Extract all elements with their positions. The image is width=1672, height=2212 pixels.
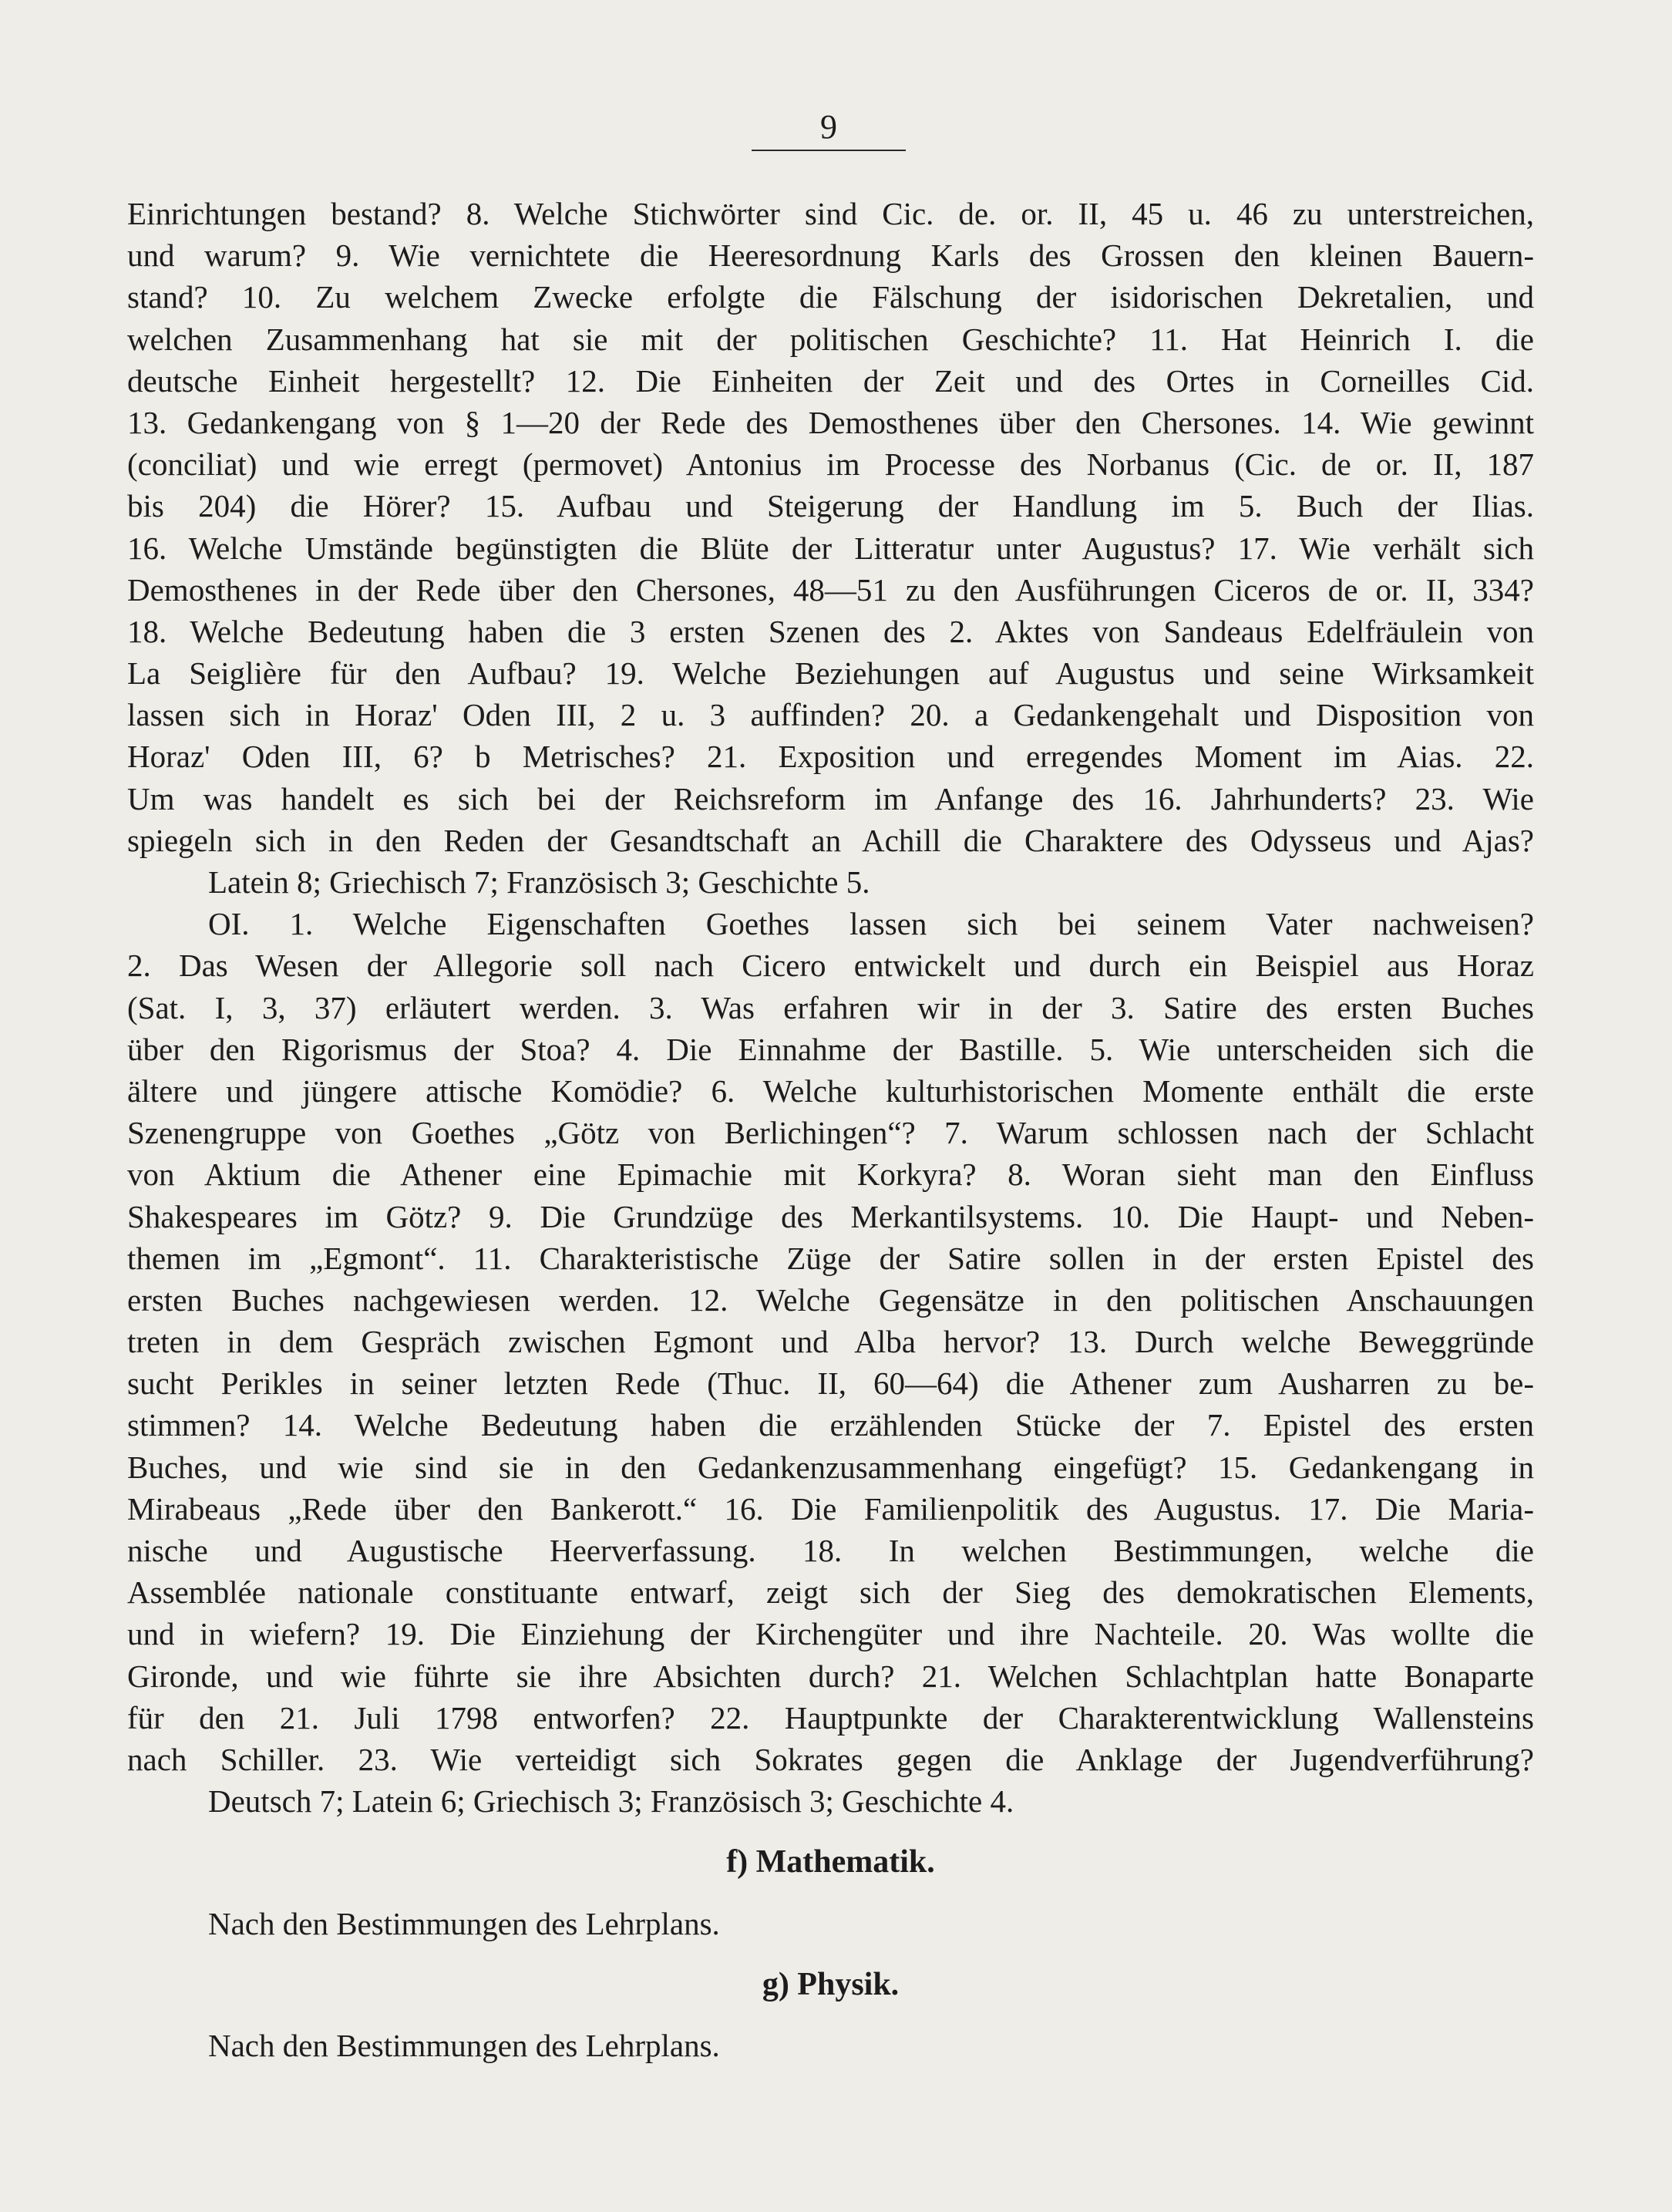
text-line: Demosthenes in der Rede über den Chersones, 48—51 zu den Ausführungen Ciceros de or. II, 334?: [127, 571, 1534, 608]
section-text-mathematik: Nach den Bestimmungen des Lehrplans.: [208, 1905, 720, 1941]
text-line: 16. Welche Umstände begünstigten die Blüte der Litteratur unter Augustus? 17. Wie verhält sich: [127, 530, 1534, 566]
text-line: 18. Welche Bedeutung haben die 3 ersten Szenen des 2. Aktes von Sandeaus Edelfräulein von: [127, 613, 1534, 649]
text-line: welchen Zusammenhang hat sie mit der politischen Geschichte? 11. Hat Heinrich I. die: [127, 321, 1534, 357]
text-line: 2. Das Wesen der Allegorie soll nach Cicero entwickelt und durch ein Beispiel aus Horaz: [127, 948, 1534, 984]
section-text-physik: Nach den Bestimmungen des Lehrplans.: [208, 2027, 720, 2063]
text-line: Horaz' Oden III, 6? b Metrisches? 21. Exposition und erregendes Moment im Aias. 22.: [127, 739, 1534, 775]
page-number: 9: [820, 108, 837, 146]
text-line: ersten Buches nachgewiesen werden. 12. Welche Gegensätze in den politischen Anschauungen: [127, 1281, 1534, 1318]
text-line: über den Rigorismus der Stoa? 4. Die Einnahme der Bastille. 5. Wie unterscheiden sich die: [127, 1031, 1534, 1067]
text-line: treten in dem Gespräch zwischen Egmont und Alba hervor? 13. Durch welche Beweggründe: [127, 1324, 1534, 1360]
spacer: [127, 1822, 1534, 1841]
text-line: bis 204) die Hörer? 15. Aufbau und Steigerung der Handlung im 5. Buch der Ilias.: [127, 488, 1534, 524]
section-heading-mathematik: f) Mathematik.: [726, 1844, 935, 1880]
text-line: Einrichtungen bestand? 8. Welche Stichwörter sind Cic. de. or. II, 45 u. 46 zu unterstreichen,: [127, 196, 1534, 231]
text-line: themen im „Egmont“. 11. Charakteristische Züge der Satire sollen in der ersten Epistel des: [127, 1240, 1534, 1276]
spacer: [127, 2005, 1534, 2025]
text-line: (conciliat) und wie erregt (permovet) Antonius im Processe des Norbanus (Cic. de or. II, 187: [127, 446, 1534, 483]
text-line: ältere und jüngere attische Komödie? 6. Welche kulturhistorischen Momente enthält die erste: [127, 1072, 1534, 1109]
text-line: und warum? 9. Wie vernichtete die Heeresordnung Karls des Grossen den kleinen Bauern-: [127, 237, 1534, 274]
text-line: und in wiefern? 19. Die Einziehung der Kirchengüter und ihre Nachteile. 20. Was wollte die: [127, 1616, 1534, 1652]
text-line: (Sat. I, 3, 37) erläutert werden. 3. Was erfahren wir in der 3. Satire des ersten Buches: [127, 989, 1534, 1025]
subject-counts-1: Latein 8; Griechisch 7; Französisch 3; Geschichte 5.: [208, 864, 870, 900]
paragraph-2: [127, 903, 1534, 1780]
text-line: 13. Gedankengang von § 1—20 der Rede des Demosthenes über den Chersones. 14. Wie gewinnt: [127, 404, 1534, 440]
text-line: nach Schiller. 23. Wie verteidigt sich Sokrates gegen die Anklage der Jugendverführung?: [127, 1741, 1534, 1777]
section-heading-physik: g) Physik.: [762, 1966, 900, 2002]
subject-counts-2: Deutsch 7; Latein 6; Griechisch 3; Französisch 3; Geschichte 4.: [208, 1783, 1014, 1820]
text-line: OI. 1. Welche Eigenschaften Goethes lassen sich bei seinem Vater nachweisen?: [208, 906, 1534, 942]
text-line: von Aktium die Athener eine Epimachie mit Korkyra? 8. Woran sieht man den Einfluss: [127, 1157, 1534, 1193]
text-line: spiegeln sich in den Reden der Gesandtschaft an Achill die Charaktere des Odysseus und Ajas?: [127, 822, 1534, 858]
text-line: Assemblée nationale constituante entwarf, zeigt sich der Sieg des demokratischen Elements,: [127, 1574, 1534, 1611]
text-line: stimmen? 14. Welche Bedeutung haben die erzählenden Stücke der 7. Epistel des ersten: [127, 1407, 1534, 1443]
text-line: sucht Perikles in seiner letzten Rede (Thuc. II, 60—64) die Athener zum Ausharren zu be-: [127, 1365, 1534, 1402]
text-line: stand? 10. Zu welchem Zwecke erfolgte die Fälschung der isidorischen Dekretalien, und: [127, 279, 1534, 315]
page-body: [127, 193, 1534, 2066]
page-number-rule: [752, 150, 906, 151]
text-line: Gironde, und wie führte sie ihre Absichten durch? 21. Welchen Schlachtplan hatte Bonaparte: [127, 1658, 1534, 1694]
text-line: La Seiglière für den Aufbau? 19. Welche Beziehungen auf Augustus und seine Wirksamkeit: [127, 655, 1534, 692]
text-line: Buches, und wie sind sie in den Gedankenzusammenhang eingefügt? 15. Gedankengang in: [127, 1449, 1534, 1485]
spacer: [127, 1944, 1534, 1964]
text-line: für den 21. Juli 1798 entworfen? 22. Hauptpunkte der Charakterentwicklung Wallensteins: [127, 1699, 1534, 1736]
text-line: Szenengruppe von Goethes „Götz von Berlichingen“? 7. Warum schlossen nach der Schlacht: [127, 1115, 1534, 1151]
text-line: nische und Augustische Heerverfassung. 18. In welchen Bestimmungen, welche die: [127, 1533, 1534, 1568]
text-line: deutsche Einheit hergestellt? 12. Die Einheiten der Zeit und des Ortes in Corneilles Cid.: [127, 362, 1534, 399]
text-line: Shakespeares im Götz? 9. Die Grundzüge des Merkantilsystems. 10. Die Haupt- und Neben-: [127, 1198, 1534, 1234]
paragraph-1: [127, 193, 1534, 861]
spacer: [127, 1884, 1534, 1903]
text-line: Um was handelt es sich bei der Reichsreform im Anfange des 16. Jahrhunderts? 23. Wie: [127, 780, 1534, 816]
text-line: lassen sich in Horaz' Oden III, 2 u. 3 auffinden? 20. a Gedankengehalt und Disposition von: [127, 697, 1534, 733]
text-line: Mirabeaus „Rede über den Bankerott.“ 16. Die Familienpolitik des Augustus. 17. Die Maria-: [127, 1490, 1534, 1527]
